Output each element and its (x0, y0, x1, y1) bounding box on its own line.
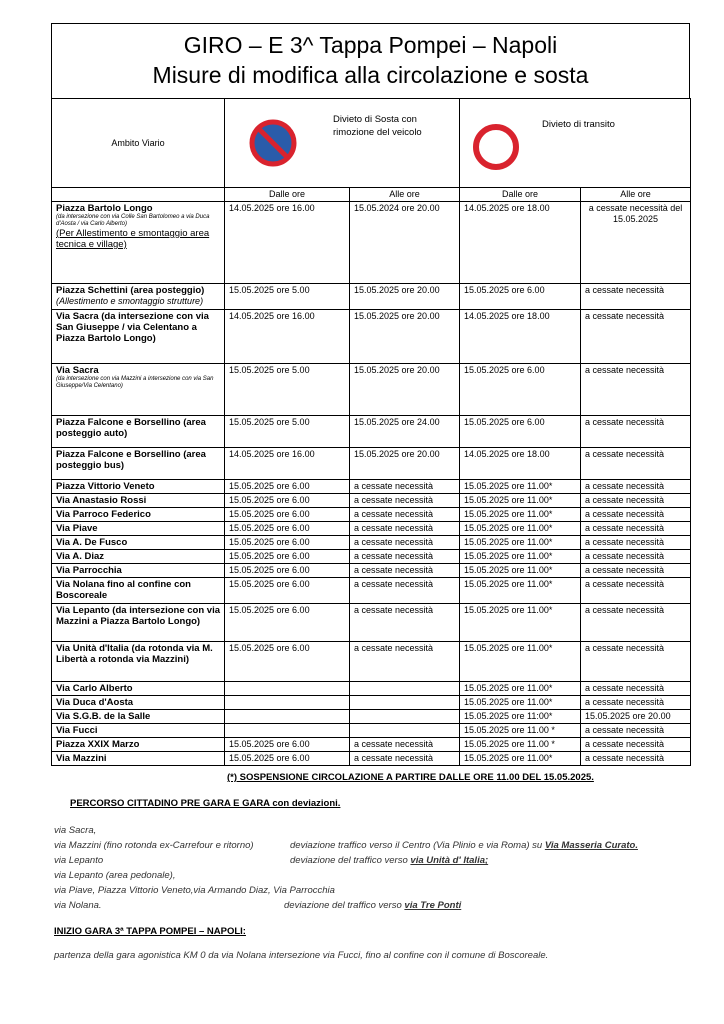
time-cell-t-to: a cessate necessità (581, 682, 691, 696)
time-cell-s-to: 15.05.2025 ore 20.00 (350, 284, 460, 310)
sosta-label-2: rimozione del veicolo (333, 127, 422, 138)
time-cell-t-from: 15.05.2025 ore 11.00* (460, 494, 581, 508)
time-cell-s-to (350, 724, 460, 738)
percorso-line-5: via Piave, Piazza Vittorio Veneto,via Armando Diaz, Via Parrocchia (54, 885, 335, 896)
time-cell-s-from: 15.05.2025 ore 6.00 (225, 578, 350, 604)
time-cell-s-from: 15.05.2025 ore 6.00 (225, 550, 350, 564)
table-row (52, 564, 691, 578)
time-cell-s-from: 15.05.2025 ore 6.00 (225, 522, 350, 536)
time-cell-s-from (225, 696, 350, 710)
street-cell (52, 494, 225, 508)
time-cell-s-from: 15.05.2025 ore 6.00 (225, 738, 350, 752)
time-cell-s-from: 15.05.2025 ore 6.00 (225, 480, 350, 494)
time-cell-t-to: a cessate necessità (581, 550, 691, 564)
street-cell (52, 710, 225, 724)
column-header-row (52, 188, 691, 202)
time-cell-t-from: 15.05.2025 ore 11.00* (460, 604, 581, 642)
no-parking-sign-icon (249, 119, 297, 167)
time-cell-t-from: 14.05.2025 ore 18.00 (460, 202, 581, 284)
time-cell-s-from: 14.05.2025 ore 16.00 (225, 310, 350, 364)
time-cell-s-to (350, 710, 460, 724)
transito-label: Divieto di transito (542, 119, 615, 130)
street-cell (52, 480, 225, 494)
time-cell-t-from: 15.05.2025 ore 11.00 * (460, 724, 581, 738)
time-cell-t-from: 15.05.2025 ore 6.00 (460, 416, 581, 448)
time-cell-t-to: a cessate necessità (581, 752, 691, 766)
street-name: Via Sacra (da intersezione con via San Giuseppe / via Celentano a Piazza Bartolo Longo) (56, 311, 209, 344)
time-cell-s-to: a cessate necessità (350, 508, 460, 522)
time-cell-t-from: 15.05.2025 ore 11.00* (460, 564, 581, 578)
time-cell-t-to: a cessate necessità (581, 642, 691, 682)
time-cell-t-from: 14.05.2025 ore 18.00 (460, 310, 581, 364)
percorso-line-2b: deviazione traffico verso il Centro (Via Plinio e via Roma) su Via Masseria Curato. (290, 840, 638, 851)
time-cell-t-from: 15.05.2025 ore 11:00* (460, 710, 581, 724)
street-name: Via Anastasio Rossi (56, 495, 147, 506)
street-name: Via Lepanto (da intersezione con via Mazzini a Piazza Bartolo Longo) (56, 605, 221, 627)
table-row (52, 696, 691, 710)
time-cell-s-from: 14.05.2025 ore 16.00 (225, 448, 350, 480)
time-cell-s-from (225, 710, 350, 724)
time-cell-s-to: 15.05.2025 ore 20.00 (350, 364, 460, 416)
time-cell-s-to: a cessate necessità (350, 480, 460, 494)
table-row (52, 202, 691, 284)
street-detail: (da intersezione con via Colle San Bartolomeo a via Duca d'Aosta / via Carlo Alberto) (56, 214, 210, 227)
table-row (52, 710, 691, 724)
table-row (52, 752, 691, 766)
street-cell (52, 310, 225, 364)
title-box (51, 23, 690, 99)
table-row (52, 522, 691, 536)
time-cell-t-from: 14.05.2025 ore 18.00 (460, 448, 581, 480)
street-cell (52, 448, 225, 480)
time-cell-s-to: 15.05.2025 ore 20.00 (350, 448, 460, 480)
street-name: Piazza Vittorio Veneto (56, 481, 155, 492)
time-cell-s-to: a cessate necessità (350, 738, 460, 752)
street-cell (52, 578, 225, 604)
street-detail: (Allestimento e smontaggio strutture) (56, 296, 204, 306)
street-name: Via Unità d'Italia (da rotonda via M. Libertà a rotonda via Mazzini) (56, 643, 213, 665)
ambito-label: Ambito Viario (111, 137, 165, 148)
time-cell-s-to: a cessate necessità (350, 536, 460, 550)
time-cell-s-to: a cessate necessità (350, 564, 460, 578)
time-cell-s-to: a cessate necessità (350, 752, 460, 766)
col-head-empty (52, 188, 225, 202)
street-cell (52, 508, 225, 522)
time-cell-s-from: 15.05.2025 ore 6.00 (225, 752, 350, 766)
transito-header (460, 99, 691, 188)
deviation-masseria-curato: Via Masseria Curato. (544, 840, 638, 851)
time-cell-t-from: 15.05.2025 ore 11.00* (460, 682, 581, 696)
inizio-text: partenza della gara agonistica KM 0 da via Nolana intersezione via Fucci, fino al confine con il comune di Boscoreale. (54, 950, 549, 961)
street-name: Via Duca d'Aosta (56, 697, 134, 708)
col-head-sosta-alle: Alle ore (350, 188, 460, 202)
time-cell-s-from: 15.05.2025 ore 6.00 (225, 564, 350, 578)
street-name: Piazza XXIX Marzo (56, 739, 140, 750)
street-cell (52, 738, 225, 752)
percorso-line-3b: deviazione del traffico verso via Unità d' Italia; (290, 855, 489, 866)
time-cell-s-from: 15.05.2025 ore 5.00 (225, 416, 350, 448)
table-row (52, 310, 691, 364)
time-cell-s-to (350, 682, 460, 696)
time-cell-s-to: a cessate necessità (350, 642, 460, 682)
percorso-line-3a: via Lepanto (54, 855, 104, 866)
street-detail: (da intersezione con via Mazzini a intersezione con via San Giuseppe/Via Celentano) (56, 376, 214, 389)
sosta-header (225, 99, 460, 188)
time-cell-t-from: 15.05.2025 ore 11.00 * (460, 738, 581, 752)
time-cell-s-from: 15.05.2025 ore 5.00 (225, 364, 350, 416)
table-row (52, 284, 691, 310)
time-cell-t-to: a cessate necessità (581, 724, 691, 738)
page-subtitle: Misure di modifica alla circolazione e sosta (152, 62, 589, 88)
street-cell (52, 752, 225, 766)
time-cell-s-to: a cessate necessità (350, 604, 460, 642)
street-cell (52, 642, 225, 682)
table-row (52, 738, 691, 752)
table-row (52, 682, 691, 696)
no-transit-sign-icon (472, 123, 520, 171)
street-cell (52, 202, 225, 284)
time-cell-s-to: 15.05.2025 ore 20.00 (350, 310, 460, 364)
table-row (52, 480, 691, 494)
time-cell-s-to: a cessate necessità (350, 494, 460, 508)
time-cell-t-from: 15.05.2025 ore 6.00 (460, 284, 581, 310)
street-name: Via Nolana fino al confine con Boscoreale (56, 579, 191, 601)
time-cell-s-from (225, 682, 350, 696)
time-cell-t-to: a cessate necessità del 15.05.2025 (581, 202, 691, 284)
table-row (52, 364, 691, 416)
time-cell-s-from: 14.05.2025 ore 16.00 (225, 202, 350, 284)
street-cell (52, 696, 225, 710)
street-cell (52, 284, 225, 310)
deviation-tre-ponti: via Tre Ponti (404, 900, 462, 911)
percorso-heading: PERCORSO CITTADINO PRE GARA E GARA con deviazioni. (70, 798, 341, 809)
table-row (52, 536, 691, 550)
time-cell-s-from: 15.05.2025 ore 6.00 (225, 494, 350, 508)
time-cell-s-from: 15.05.2025 ore 6.00 (225, 642, 350, 682)
table-row (52, 448, 691, 480)
time-cell-t-from: 15.05.2025 ore 11.00* (460, 578, 581, 604)
time-cell-t-to: 15.05.2025 ore 20.00 (581, 710, 691, 724)
time-cell-t-to: a cessate necessità (581, 448, 691, 480)
street-name: Via Parroco Federico (56, 509, 151, 520)
time-cell-s-from (225, 724, 350, 738)
time-cell-t-from: 15.05.2025 ore 11.00* (460, 642, 581, 682)
sosta-label-1: Divieto di Sosta con (333, 114, 417, 125)
street-name: Via S.G.B. de la Salle (56, 711, 151, 722)
time-cell-t-to: a cessate necessità (581, 416, 691, 448)
time-cell-s-to: 15.05.2024 ore 20.00 (350, 202, 460, 284)
street-cell (52, 416, 225, 448)
deviation-unita-italia: via Unità d' Italia; (410, 855, 489, 866)
time-cell-t-from: 15.05.2025 ore 11.00* (460, 522, 581, 536)
table-row (52, 494, 691, 508)
time-cell-t-to: a cessate necessità (581, 364, 691, 416)
percorso-line-2a: via Mazzini (fino rotonda ex-Carrefour e ritorno) (54, 840, 254, 851)
table-row (52, 724, 691, 738)
ambito-header (52, 99, 225, 188)
street-cell (52, 604, 225, 642)
time-cell-t-to: a cessate necessità (581, 738, 691, 752)
street-name: Via A. Diaz (56, 551, 105, 562)
time-cell-t-to: a cessate necessità (581, 508, 691, 522)
table-row (52, 550, 691, 564)
time-cell-t-from: 15.05.2025 ore 11.00* (460, 508, 581, 522)
time-cell-t-to: a cessate necessità (581, 480, 691, 494)
street-name: Via Piave (56, 523, 98, 534)
time-cell-s-to (350, 696, 460, 710)
percorso-line-4: via Lepanto (area pedonale), (54, 870, 176, 881)
sign-header-row (52, 99, 691, 188)
time-cell-s-from: 15.05.2025 ore 5.00 (225, 284, 350, 310)
percorso-line-1: via Sacra, (54, 825, 97, 836)
percorso-line-6b: deviazione del traffico verso via Tre Ponti (284, 900, 462, 911)
table-row (52, 604, 691, 642)
street-cell (52, 522, 225, 536)
table-row (52, 578, 691, 604)
table-row (52, 416, 691, 448)
street-name: Via Carlo Alberto (56, 683, 133, 694)
street-cell (52, 724, 225, 738)
time-cell-t-from: 15.05.2025 ore 11.00* (460, 480, 581, 494)
street-cell (52, 682, 225, 696)
time-cell-t-to: a cessate necessità (581, 284, 691, 310)
table-row (52, 642, 691, 682)
street-cell (52, 364, 225, 416)
street-name: Via Mazzini (56, 753, 107, 764)
table-row (52, 508, 691, 522)
street-name: Via A. De Fusco (56, 537, 128, 548)
time-cell-s-to: 15.05.2025 ore 24.00 (350, 416, 460, 448)
street-name: Piazza Schettini (area posteggio) (56, 285, 205, 296)
col-head-transito-alle: Alle ore (581, 188, 691, 202)
time-cell-s-to: a cessate necessità (350, 522, 460, 536)
street-cell (52, 564, 225, 578)
street-note: (Per Allestimento e smontaggio area tecnica e village) (56, 228, 210, 250)
percorso-line-6a: via Nolana. (54, 900, 102, 911)
time-cell-t-from: 15.05.2025 ore 11.00* (460, 752, 581, 766)
time-cell-s-to: a cessate necessità (350, 578, 460, 604)
street-cell (52, 550, 225, 564)
col-head-sosta-dalle: Dalle ore (225, 188, 350, 202)
street-name: Piazza Falcone e Borsellino (area posteggio bus) (56, 449, 206, 471)
time-cell-s-from: 15.05.2025 ore 6.00 (225, 604, 350, 642)
inizio-heading: INIZIO GARA 3ª TAPPA POMPEI – NAPOLI: (54, 926, 246, 937)
col-head-transito-dalle: Dalle ore (460, 188, 581, 202)
time-cell-t-to: a cessate necessità (581, 604, 691, 642)
time-cell-t-to: a cessate necessità (581, 578, 691, 604)
street-cell (52, 536, 225, 550)
measures-table (51, 98, 691, 766)
time-cell-t-from: 15.05.2025 ore 11.00* (460, 696, 581, 710)
time-cell-t-to: a cessate necessità (581, 310, 691, 364)
time-cell-t-to: a cessate necessità (581, 696, 691, 710)
street-name: Piazza Falcone e Borsellino (area posteggio auto) (56, 417, 206, 439)
page-title: GIRO – E 3^ Tappa Pompei – Napoli (183, 32, 558, 58)
time-cell-t-to: a cessate necessità (581, 564, 691, 578)
street-name: Piazza Bartolo Longo (56, 203, 153, 214)
footnote: (*) SOSPENSIONE CIRCOLAZIONE A PARTIRE DALLE ORE 11.00 DEL 15.05.2025. (227, 772, 594, 783)
time-cell-t-from: 15.05.2025 ore 11.00* (460, 550, 581, 564)
time-cell-t-to: a cessate necessità (581, 522, 691, 536)
street-name: Via Fucci (56, 725, 98, 736)
time-cell-t-to: a cessate necessità (581, 536, 691, 550)
time-cell-t-from: 15.05.2025 ore 11.00* (460, 536, 581, 550)
time-cell-s-from: 15.05.2025 ore 6.00 (225, 536, 350, 550)
time-cell-t-from: 15.05.2025 ore 6.00 (460, 364, 581, 416)
time-cell-t-to: a cessate necessità (581, 494, 691, 508)
time-cell-s-to: a cessate necessità (350, 550, 460, 564)
street-name: Via Parrocchia (56, 565, 122, 576)
time-cell-s-from: 15.05.2025 ore 6.00 (225, 508, 350, 522)
street-name: Via Sacra (56, 365, 99, 376)
